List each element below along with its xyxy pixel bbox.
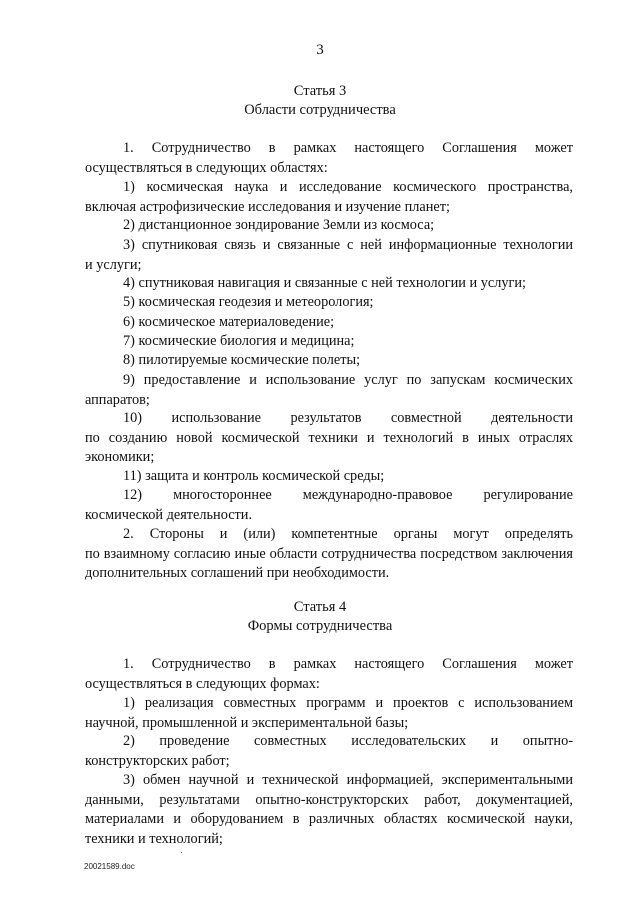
paragraph-first-line: 7) космические биология и медицина; [123,333,355,349]
list-item [85,178,573,217]
paragraph-first-line: 1. Сотрудничество в рамках настоящего Соглашения может [123,140,573,156]
paragraph-first-line: 10) использование результатов совместной деятельности [123,410,573,426]
article-4-title: Статья 4 [293,599,347,615]
paragraph-first-line: 1. Сотрудничество в рамках настоящего Соглашения может [123,656,573,672]
paragraph-rest: включая астрофизические исследования и изучение планет; [85,198,450,215]
list-item [85,351,573,371]
paragraph-rest: по созданию новой космической техники и технологий в иных отраслях экономики; [85,429,573,465]
paragraph-rest: космической деятельности. [85,506,253,523]
list-item [85,293,573,313]
paragraph-first-line: 9) предоставление и использование услуг по запускам космических [123,372,573,388]
paragraph [85,655,573,694]
paragraph-first-line: 11) защита и контроль космической среды; [123,468,385,484]
list-item [85,771,573,849]
article-3-subtitle: Области сотрудничества [244,102,396,118]
paragraph-first-line: 2. Стороны и (или) компетентные органы могут определять [123,526,573,542]
list-item [85,216,573,236]
paragraph [85,139,573,178]
list-item [85,732,573,771]
list-item [85,409,573,468]
paragraph-first-line: 5) космическая геодезия и метеорология; [123,294,374,310]
footer-filename: 20021589.doc [84,862,135,871]
list-item [85,486,573,525]
paragraph-rest: аппаратов; [85,391,150,408]
paragraph-first-line: 6) космическое материаловедение; [123,314,335,330]
list-item [85,332,573,352]
list-item [85,694,573,733]
paragraph-first-line: 1) космическая наука и исследование космического пространства, [123,179,573,195]
paragraph-rest: данными, результатами опытно-конструкторских работ, документацией, материалами и оборудованием в различных областях космической науки, техники и технологий; [85,791,573,847]
paragraph-first-line: 3) обмен научной и технической информацией, экспериментальными [123,772,573,788]
list-item [85,313,573,333]
paragraph-rest: научной, промышленной и экспериментальной базы; [85,714,409,731]
list-item [85,467,573,487]
footer-dot [181,852,182,853]
article-3-title: Статья 3 [293,83,347,99]
article-4-subtitle: Формы сотрудничества [247,618,393,634]
paragraph-first-line: 2) дистанционное зондирование Земли из космоса; [123,217,435,233]
list-item [85,371,573,410]
list-item [85,236,573,275]
paragraph-rest: осуществляться в следующих формах: [85,675,320,692]
page-number: 3 [316,42,324,58]
paragraph-first-line: 1) реализация совместных программ и проектов с использованием [123,695,573,711]
paragraph-rest: осуществляться в следующих областях: [85,159,328,176]
paragraph [85,525,573,584]
paragraph-first-line: 2) проведение совместных исследовательских и опытно- [123,733,573,749]
paragraph-first-line: 8) пилотируемые космические полеты; [123,352,361,368]
paragraph-rest: конструкторских работ; [85,752,230,769]
list-item [85,274,573,294]
paragraph-first-line: 3) спутниковая связь и связанные с ней информационные технологии [123,237,573,253]
paragraph-first-line: 12) многостороннее международно-правовое регулирование [123,487,573,503]
paragraph-rest: и услуги; [85,256,142,273]
paragraph-first-line: 4) спутниковая навигация и связанные с ней технологии и услуги; [123,275,527,291]
paragraph-rest: по взаимному согласию иные области сотрудничества посредством заключения дополнительных соглашений при необходимости. [85,545,573,581]
